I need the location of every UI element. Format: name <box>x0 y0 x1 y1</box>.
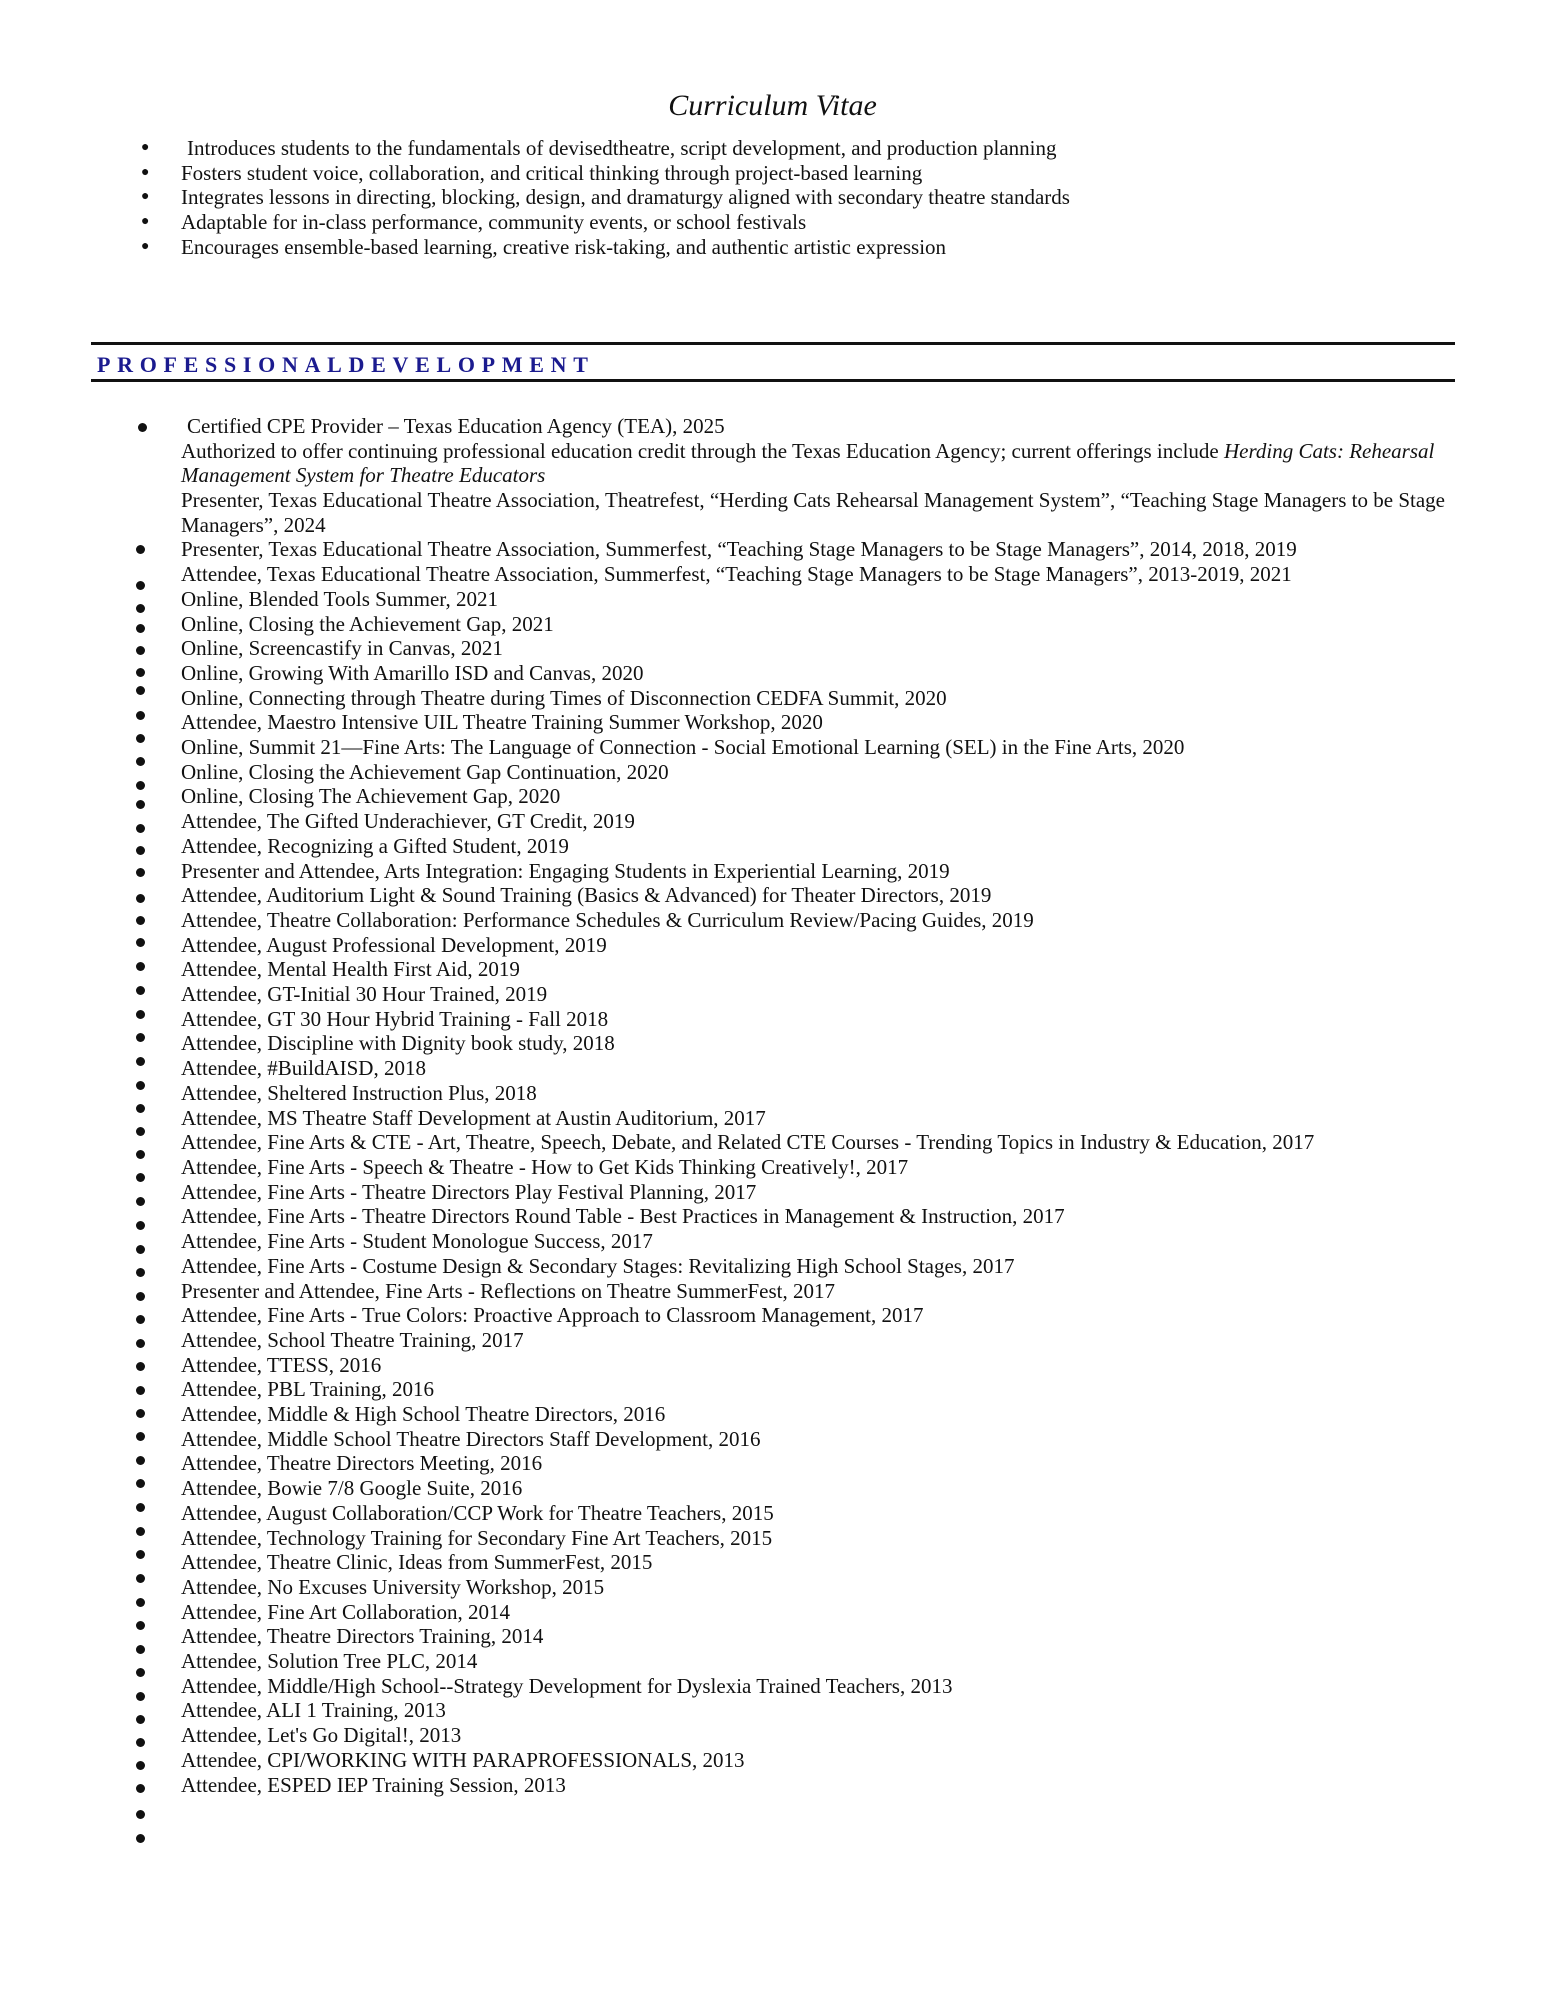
list-item: Online, Blended Tools Summer, 2021 <box>181 586 498 611</box>
list-item: Attendee, Theatre Directors Meeting, 2016 <box>181 1451 543 1476</box>
bullet-icon <box>136 1362 145 1371</box>
list-item: Attendee, Fine Arts - Theatre Directors Play Festival Planning, 2017 <box>181 1179 757 1204</box>
list-item <box>0 136 1545 161</box>
bullet-icon: ● <box>141 164 150 180</box>
list-item: Attendee, Bowie 7/8 Google Suite, 2016 <box>181 1476 523 1501</box>
list-item-text: Fosters student voice, collaboration, and critical thinking through project-based learning <box>181 160 923 185</box>
bullet-icon <box>136 1692 145 1701</box>
bullet-icon <box>136 781 145 790</box>
bullet-icon <box>136 1315 145 1324</box>
list-item: Attendee, No Excuses University Workshop, 2015 <box>181 1574 605 1599</box>
bullet-icon: ● <box>141 140 150 155</box>
bullet-icon <box>136 1057 145 1066</box>
list-item: Attendee, MS Theatre Staff Development at Austin Auditorium, 2017 <box>181 1105 766 1130</box>
list-item: Attendee, Theatre Clinic, Ideas from SummerFest, 2015 <box>181 1550 653 1575</box>
bullet-icon <box>136 757 145 766</box>
bullet-icon <box>136 1574 145 1583</box>
list-item: Attendee, GT 30 Hour Hybrid Training - Fall 2018 <box>181 1006 609 1031</box>
bullet-icon: ● <box>141 214 150 230</box>
bullet-icon: ● <box>141 189 150 205</box>
entry-description-text: Authorized to offer continuing professional education credit through the Texas Education Agency; current offerings include <box>181 438 1219 463</box>
list-item: Presenter and Attendee, Arts Integration: Engaging Students in Experiential Learning, 2019 <box>181 858 950 883</box>
bullet-icon <box>138 423 147 432</box>
bullet-column <box>136 0 156 2000</box>
bullet-icon <box>136 1761 145 1770</box>
bullet-icon <box>136 1339 145 1348</box>
bullet-icon <box>136 1127 145 1136</box>
list-item: Attendee, Auditorium Light & Sound Training (Basics & Advanced) for Theater Directors, 2019 <box>181 883 992 908</box>
bullet-icon <box>136 1010 145 1019</box>
list-item-text: Adaptable for in-class performance, community events, or school festivals <box>181 210 807 235</box>
bullet-icon <box>136 1292 145 1301</box>
list-item: Attendee, Fine Arts - Theatre Directors Round Table - Best Practices in Management & Instruction, 2017 <box>181 1204 1065 1229</box>
list-item <box>0 185 1545 210</box>
bullet-icon <box>136 1738 145 1747</box>
bullet-icon <box>136 1479 145 1488</box>
bullet-icon <box>136 1409 145 1418</box>
list-item: Presenter, Texas Educational Theatre Association, Theatrefest, “Herding Cats Rehearsal Management System”, “Teaching Stage Managers to be Stage Managers”, 2024 <box>181 488 1445 537</box>
list-item: Attendee, Middle & High School Theatre Directors, 2016 <box>181 1402 666 1427</box>
entry-description <box>181 439 1451 488</box>
page-title: Curriculum Vitae <box>668 89 877 122</box>
bullet-icon <box>136 1668 145 1677</box>
bullet-icon <box>136 1173 145 1182</box>
bullet-icon <box>136 824 145 833</box>
list-item: Attendee, Fine Arts - Student Monologue Success, 2017 <box>181 1229 653 1254</box>
list-item: Attendee, Fine Art Collaboration, 2014 <box>181 1599 510 1624</box>
list-item: Presenter and Attendee, Fine Arts - Reflections on Theatre SummerFest, 2017 <box>181 1278 835 1303</box>
entry-title: Certified CPE Provider – Texas Education Agency (TEA), 2025 <box>187 414 725 438</box>
bullet-icon <box>136 1503 145 1512</box>
bullet-icon <box>136 1386 145 1395</box>
bullet-icon <box>136 1033 145 1042</box>
list-item: Attendee, Mental Health First Aid, 2019 <box>181 957 520 982</box>
list-item: Attendee, CPI/WORKING WITH PARAPROFESSIONALS, 2013 <box>181 1747 745 1772</box>
list-item: Attendee, Solution Tree PLC, 2014 <box>181 1649 478 1674</box>
bullet-icon <box>136 916 145 925</box>
list-item: Online, Closing The Achievement Gap, 2020 <box>181 784 561 809</box>
bullet-icon <box>136 938 145 947</box>
list-item: Attendee, August Collaboration/CCP Work for Theatre Teachers, 2015 <box>181 1500 774 1525</box>
bullet-icon <box>136 1784 145 1793</box>
list-item: Attendee, Theatre Collaboration: Performance Schedules & Curriculum Review/Pacing Guides, 2019 <box>181 907 1034 932</box>
bullet-icon <box>136 1221 145 1230</box>
entry-description-italic: Herding Cats: Rehearsal Management System for Theatre Educators <box>181 438 1435 488</box>
bullet-icon <box>136 624 145 633</box>
list-item: Attendee, Texas Educational Theatre Association, Summerfest, “Teaching Stage Managers to be Stage Managers”, 2013-2019, 2021 <box>181 562 1292 587</box>
bullet-icon <box>136 686 145 695</box>
list-item: Online, Closing the Achievement Gap Continuation, 2020 <box>181 759 669 784</box>
list-item: Attendee, Sheltered Instruction Plus, 2018 <box>181 1080 537 1105</box>
bullet-icon <box>136 1645 145 1654</box>
list-item-text: Integrates lessons in directing, blocking, design, and dramaturgy aligned with secondary theatre standards <box>181 185 1070 210</box>
bullet-icon: ● <box>141 238 150 254</box>
bullet-icon <box>136 1527 145 1536</box>
bullet-icon <box>136 1834 145 1843</box>
bullet-icon <box>136 1081 145 1090</box>
list-item <box>0 210 1545 235</box>
bullet-icon <box>136 846 145 855</box>
list-item: Attendee, Recognizing a Gifted Student, 2019 <box>181 833 569 858</box>
list-item: Online, Closing the Achievement Gap, 2021 <box>181 611 554 636</box>
bullet-icon <box>136 1621 145 1630</box>
bullet-icon <box>136 1268 145 1277</box>
bullet-icon <box>136 646 145 655</box>
list-item <box>0 235 1545 260</box>
list-item: Attendee, August Professional Development, 2019 <box>181 932 607 957</box>
bullet-icon <box>136 894 145 903</box>
bullet-icon <box>136 1432 145 1441</box>
list-item: Attendee, GT-Initial 30 Hour Trained, 2019 <box>181 982 548 1007</box>
bullet-icon <box>136 581 145 590</box>
professional-development-list <box>181 488 1451 1797</box>
section-rule-bottom <box>91 379 1455 382</box>
bullet-icon <box>136 711 145 720</box>
bullet-icon <box>136 1550 145 1559</box>
bullet-icon <box>136 668 145 677</box>
list-item-text: Encourages ensemble-based learning, creative risk-taking, and authentic artistic expression <box>181 234 947 259</box>
list-item: Attendee, Let's Go Digital!, 2013 <box>181 1723 462 1748</box>
list-item: Online, Connecting through Theatre during Times of Disconnection CEDFA Summit, 2020 <box>181 685 947 710</box>
list-item: Attendee, Middle/High School--Strategy Development for Dyslexia Trained Teachers, 2013 <box>181 1673 953 1698</box>
list-item: Attendee, Theatre Directors Training, 2014 <box>181 1624 544 1649</box>
intro-list <box>0 136 1545 260</box>
list-item: Online, Screencastify in Canvas, 2021 <box>181 636 503 661</box>
bullet-icon <box>136 962 145 971</box>
list-item: Attendee, Technology Training for Secondary Fine Art Teachers, 2015 <box>181 1525 773 1550</box>
list-item: Attendee, TTESS, 2016 <box>181 1352 382 1377</box>
bullet-icon <box>136 1104 145 1113</box>
bullet-icon <box>136 1715 145 1724</box>
bullet-icon <box>136 800 145 809</box>
list-item: Attendee, PBL Training, 2016 <box>181 1377 434 1402</box>
cpe-provider-entry <box>181 414 1451 488</box>
bullet-icon <box>136 1598 145 1607</box>
section-rule-top <box>91 342 1455 345</box>
list-item: Attendee, Fine Arts & CTE - Art, Theatre, Speech, Debate, and Related CTE Courses - Trending Topics in Industry & Education, 2017 <box>181 1130 1315 1155</box>
bullet-icon <box>136 986 145 995</box>
list-item: Attendee, Middle School Theatre Directors Staff Development, 2016 <box>181 1426 761 1451</box>
bullet-icon <box>136 545 145 554</box>
bullet-icon <box>136 1456 145 1465</box>
list-item: Attendee, ESPED IEP Training Session, 2013 <box>181 1772 566 1797</box>
bullet-icon <box>136 1150 145 1159</box>
bullet-icon <box>136 604 145 613</box>
list-item: Attendee, Discipline with Dignity book study, 2018 <box>181 1031 615 1056</box>
list-item: Attendee, ALI 1 Training, 2013 <box>181 1698 446 1723</box>
list-item: Attendee, Fine Arts - Speech & Theatre - How to Get Kids Thinking Creatively!, 2017 <box>181 1154 909 1179</box>
list-item: Online, Growing With Amarillo ISD and Canvas, 2020 <box>181 660 644 685</box>
bullet-icon <box>136 1245 145 1254</box>
list-item: Attendee, The Gifted Underachiever, GT Credit, 2019 <box>181 809 635 834</box>
list-item: Attendee, #BuildAISD, 2018 <box>181 1056 426 1081</box>
list-item: Attendee, School Theatre Training, 2017 <box>181 1327 524 1352</box>
section-heading: PROFESSIONALDEVELOPMENT <box>97 352 595 377</box>
list-item: Attendee, Fine Arts - True Colors: Proactive Approach to Classroom Management, 2017 <box>181 1303 924 1328</box>
list-item <box>0 161 1545 186</box>
list-item: Presenter, Texas Educational Theatre Association, Summerfest, “Teaching Stage Managers to be Stage Managers”, 2014, 2018, 2019 <box>181 537 1297 562</box>
list-item-text: Introduces students to the fundamentals of devisedtheatre, script development, and production planning <box>187 136 1057 160</box>
list-item: Online, Summit 21—Fine Arts: The Language of Connection - Social Emotional Learning (SEL) in the Fine Arts, 2020 <box>181 735 1185 760</box>
bullet-icon <box>136 1197 145 1206</box>
bullet-icon <box>136 868 145 877</box>
bullet-icon <box>136 1810 145 1819</box>
bullet-icon <box>136 734 145 743</box>
list-item: Attendee, Maestro Intensive UIL Theatre Training Summer Workshop, 2020 <box>181 710 823 735</box>
list-item: Attendee, Fine Arts - Costume Design & Secondary Stages: Revitalizing High School Stages, 2017 <box>181 1253 1015 1278</box>
